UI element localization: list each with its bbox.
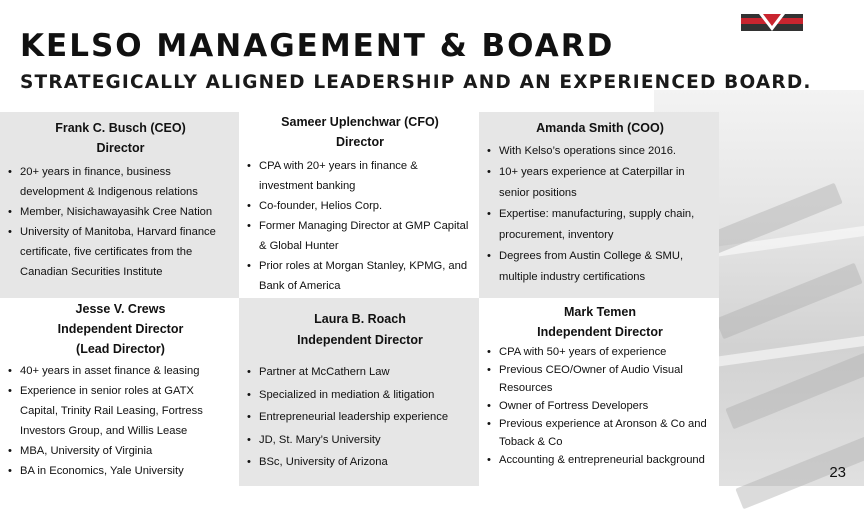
person-name: Mark Temen	[563, 305, 636, 319]
page-number: 23	[829, 464, 846, 481]
person-name: Frank C. Busch (CEO)	[55, 121, 186, 135]
person-role: Director	[336, 135, 384, 149]
bullet-item: • Partner at McCathern Law	[247, 361, 473, 384]
bullet-item: • CPA with 50+ years of experience	[487, 343, 713, 361]
bullet-item: • Previous CEO/Owner of Audio Visual Resources	[487, 361, 713, 397]
person-card-mark-temen	[479, 298, 719, 486]
person-role: Independent Director	[57, 322, 184, 336]
bullet-list	[487, 343, 713, 469]
bullet-item: • JD, St. Mary’s University	[247, 429, 473, 452]
person-name: Amanda Smith (COO)	[536, 121, 664, 135]
bullet-item: • Prior roles at Morgan Stanley, KPMG, and Bank of America	[247, 256, 473, 296]
bullet-item: • Expertise: manufacturing, supply chain, procurement, inventory	[487, 204, 713, 246]
bullet-list	[247, 361, 473, 474]
bullet-item: • Former Managing Director at GMP Capital & Global Hunter	[247, 216, 473, 256]
bullet-item: • 20+ years in finance, business development & Indigenous relations	[8, 162, 233, 202]
bullet-item: • CPA with 20+ years in finance & investment banking	[247, 156, 473, 196]
bullet-item: • Degrees from Austin College & SMU, multiple industry certifications	[487, 246, 713, 288]
bullet-item: • Previous experience at Aronson & Co and Toback & Co	[487, 415, 713, 451]
person-role: Director	[96, 141, 145, 155]
person-card-frank-busch	[0, 112, 239, 298]
bullet-item: • MBA, University of Virginia	[8, 441, 233, 461]
bullet-list	[487, 141, 713, 288]
bullet-item: • Accounting & entrepreneurial background	[487, 451, 713, 469]
person-card-jesse-crews	[0, 298, 239, 486]
person-card-sameer-uplenchwar	[239, 112, 479, 298]
kelso-logo	[741, 14, 803, 31]
page-title: KELSO MANAGEMENT & BOARD	[20, 28, 615, 64]
person-name: Jesse V. Crews	[75, 302, 166, 316]
bullet-item: • Specialized in mediation & litigation	[247, 384, 473, 407]
person-card-laura-roach	[239, 298, 479, 486]
bullet-item: • 40+ years in asset finance & leasing	[8, 361, 233, 381]
bullet-list	[8, 162, 233, 282]
bullet-item: • With Kelso’s operations since 2016.	[487, 141, 713, 162]
bullet-item: • 10+ years experience at Caterpillar in senior positions	[487, 162, 713, 204]
bullet-item: • Member, Nisichawayasihk Cree Nation	[8, 202, 233, 222]
bullet-item: • Experience in senior roles at GATX Capital, Trinity Rail Leasing, Fortress Investors Group, and Willis Lease	[8, 381, 233, 441]
bullet-item: • BA in Economics, Yale University	[8, 461, 233, 481]
bullet-item: • BSc, University of Arizona	[247, 451, 473, 474]
bullet-item: • Owner of Fortress Developers	[487, 397, 713, 415]
bullet-item: • Entrepreneurial leadership experience	[247, 406, 473, 429]
bullet-list	[247, 156, 473, 296]
person-card-amanda-smith	[479, 112, 719, 298]
person-name: Sameer Uplenchwar (CFO)	[281, 115, 439, 129]
bullet-list	[8, 361, 233, 481]
bullet-item: • Co-founder, Helios Corp.	[247, 196, 473, 216]
page-subtitle: STRATEGICALLY ALIGNED LEADERSHIP AND AN EXPERIENCED BOARD.	[20, 72, 812, 93]
person-name: Laura B. Roach	[314, 312, 406, 326]
person-role: Independent Director	[537, 325, 663, 339]
person-role: Independent Director	[297, 333, 423, 347]
person-role-secondary: (Lead Director)	[76, 342, 165, 356]
bullet-item: • University of Manitoba, Harvard finance certificate, five certificates from the Canadian Securities Institute	[8, 222, 233, 282]
